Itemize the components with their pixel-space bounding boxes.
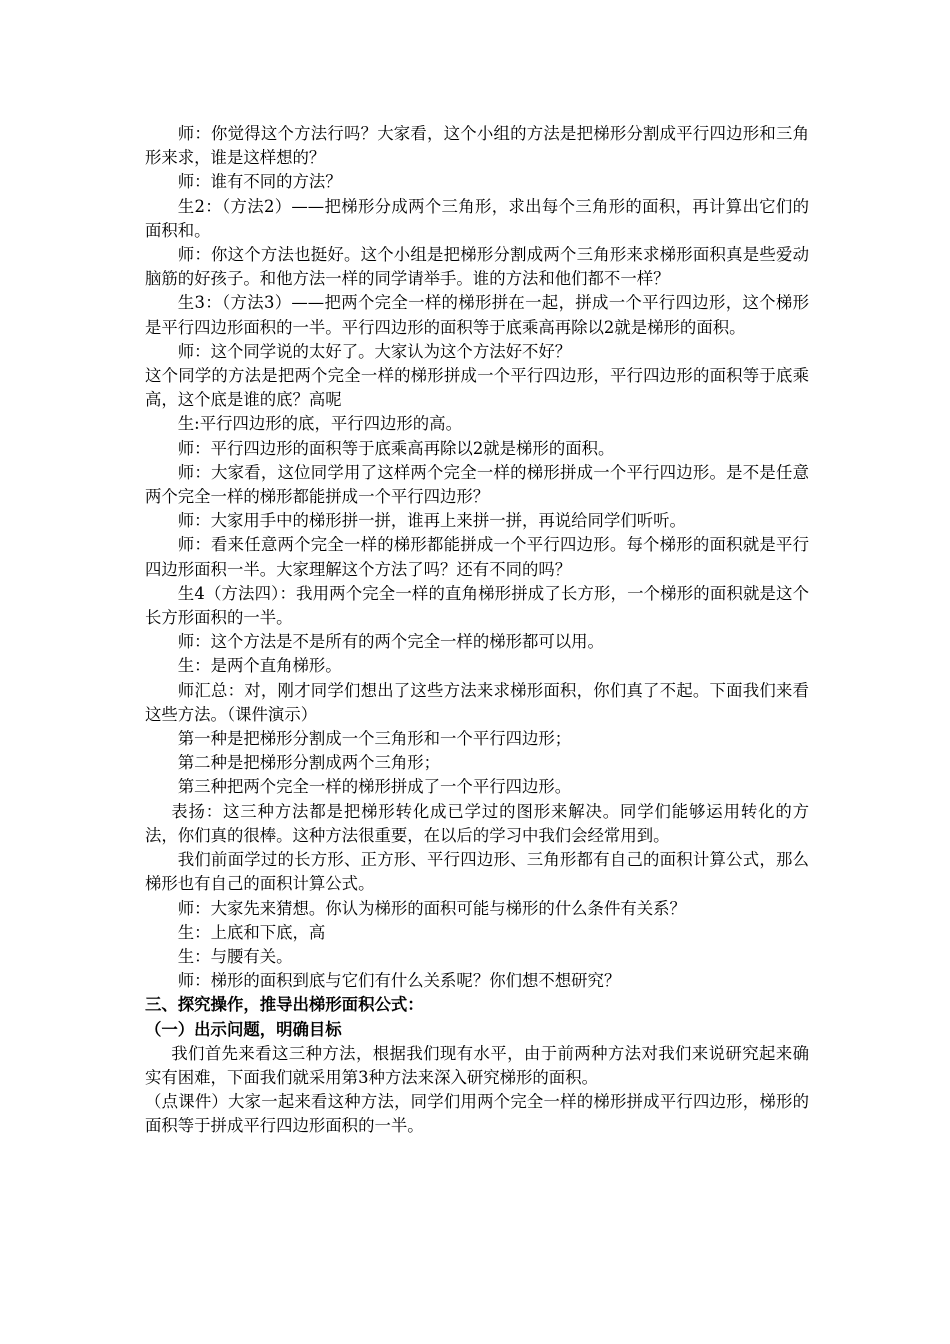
paragraph-19: 第三种把两个完全一样的梯形拼成了一个平行四边形。	[177, 777, 572, 797]
paragraph-18: 第二种是把梯形分割成两个三角形；	[177, 753, 441, 773]
paragraph-02: 师：谁有不同的方法？	[177, 172, 342, 192]
paragraph-23: 生：上底和下底，高	[177, 922, 326, 942]
paragraph-15: 生：是两个直角梯形。	[177, 656, 342, 676]
document-body	[145, 122, 809, 1139]
paragraph-07: 这个同学的方法是把两个完全一样的梯形拼成一个平行四边形，平行四边形的面积等于底乘高，这个底是谁的底？高呢	[145, 366, 809, 410]
paragraph-14: 师：这个方法是不是所有的两个完全一样的梯形都可以用。	[177, 632, 604, 652]
paragraph-22: 师：大家先来猜想。你认为梯形的面积可能与梯形的什么条件有关系？	[177, 898, 686, 918]
paragraph-20: 表扬：这三种方法都是把梯形转化成已学过的图形来解决。同学们能够运用转化的方法，你们真的很棒。这种方法很重要，在以后的学习中我们会经常用到。	[145, 801, 809, 845]
paragraph-11: 师：大家用手中的梯形拼一拼，谁再上来拼一拼，再说给同学们听听。	[177, 511, 686, 531]
paragraph-21: 我们前面学过的长方形、正方形、平行四边形、三角形都有自己的面积计算公式，那么梯形也有自己的面积计算公式。	[145, 850, 809, 894]
paragraph-08: 生:平行四边形的底，平行四边形的高。	[177, 414, 462, 434]
paragraph-29: （点课件）大家一起来看这种方法，同学们用两个完全一样的梯形拼成平行四边形，梯形的面积等于拼成平行四边形面积的一半。	[145, 1092, 809, 1136]
paragraph-16: 师汇总：对，刚才同学们想出了这些方法来求梯形面积，你们真了不起。下面我们来看这些方法。（课件演示）	[145, 680, 809, 724]
paragraph-17: 第一种是把梯形分割成一个三角形和一个平行四边形；	[177, 729, 572, 749]
paragraph-01: 师：你觉得这个方法行吗？大家看，这个小组的方法是把梯形分割成平行四边形和三角形来求，谁是这样想的？	[145, 124, 809, 168]
paragraph-12: 师：看来任意两个完全一样的梯形都能拼成一个平行四边形。每个梯形的面积就是平行四边形面积一半。大家理解这个方法了吗？还有不同的吗？	[145, 535, 809, 579]
paragraph-09: 师：平行四边形的面积等于底乘高再除以2就是梯形的面积。	[177, 438, 615, 458]
section-heading: 三、探究操作，推导出梯形面积公式：	[145, 995, 424, 1015]
paragraph-05: 生3：（方法3）——把两个完全一样的梯形拼在一起，拼成一个平行四边形，这个梯形是平行四边形面积的一半。平行四边形的面积等于底乘高再除以2就是梯形的面积。	[145, 293, 809, 337]
paragraph-24: 生：与腰有关。	[177, 946, 293, 966]
paragraph-03: 生2：（方法2）——把梯形分成两个三角形，求出每个三角形的面积，再计算出它们的面积和。	[145, 196, 809, 240]
paragraph-10: 师：大家看，这位同学用了这样两个完全一样的梯形拼成一个平行四边形。是不是任意两个完全一样的梯形都能拼成一个平行四边形？	[145, 462, 809, 507]
paragraph-04: 师：你这个方法也挺好。这个小组是把梯形分割成两个三角形来求梯形面积真是些爱动脑筋的好孩子。和他方法一样的同学请举手。谁的方法和他们都不一样？	[145, 245, 809, 289]
paragraph-28: 我们首先来看这三种方法，根据我们现有水平，由于前两种方法对我们来说研究起来确实有困难，下面我们就采用第3种方法来深入研究梯形的面积。	[145, 1043, 809, 1087]
paragraph-13: 生4（方法四）：我用两个完全一样的直角梯形拼成了长方形，一个梯形的面积就是这个长方形面积的一半。	[145, 583, 809, 628]
subsection-heading: （一）出示问题，明确目标	[145, 1019, 342, 1039]
paragraph-06: 师：这个同学说的太好了。大家认为这个方法好不好？	[177, 341, 572, 361]
paragraph-25: 师：梯形的面积到底与它们有什么关系呢？你们想不想研究？	[177, 971, 621, 991]
